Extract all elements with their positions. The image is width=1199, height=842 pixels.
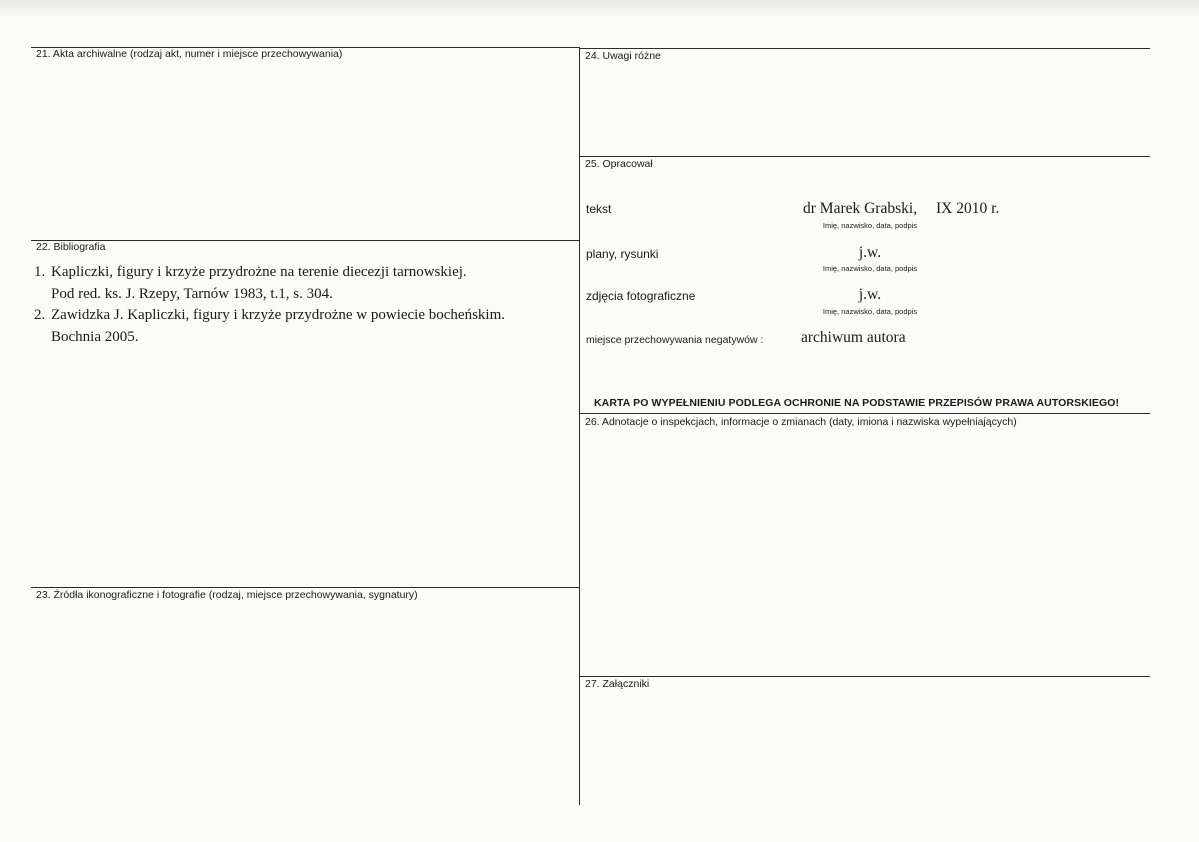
rule-23 (31, 587, 579, 588)
bibliography-line: Bochnia 2005. (51, 328, 139, 345)
row-label-plans: plany, rysunki (586, 247, 659, 261)
plans-value: j.w. (858, 244, 882, 261)
negatives-label: miejsce przechowywania negatywów : (586, 334, 764, 346)
center-divider (579, 47, 580, 805)
bibliography-number: 2. (34, 307, 46, 323)
field-26-label: 26. Adnotacje o inspekcjach, informacje o zmianach (daty, imiona i nazwiska wypełniających) (585, 416, 1017, 428)
field-23-label: 23. Źródła ikonograficzne i fotografie (rodzaj, miejsce przechowywania, sygnatury) (36, 589, 418, 601)
copyright-notice: KARTA PO WYPEŁNIENIU PODLEGA OCHRONIE NA PODSTAWIE PRZEPISÓW PRAWA AUTORSKIEGO! (594, 397, 1120, 409)
row-hint: Imię, nazwisko, data, podpis (822, 307, 918, 316)
row-hint: Imię, nazwisko, data, podpis (822, 264, 918, 273)
author-name: dr Marek Grabski, (803, 200, 918, 217)
field-27-label: 27. Załączniki (585, 678, 650, 690)
field-25-label: 25. Opracował (585, 158, 653, 170)
author-date: IX 2010 r. (936, 200, 1000, 217)
photos-value: j.w. (858, 286, 882, 303)
negatives-value: archiwum autora (801, 329, 906, 346)
field-21-label: 21. Akta archiwalne (rodzaj akt, numer i miejsce przechowywania) (36, 48, 343, 60)
rule-25 (580, 156, 1150, 157)
row-label-photos: zdjęcia fotograficzne (586, 289, 696, 303)
bibliography-line: Zawidzka J. Kapliczki, figury i krzyże przydrożne w powiecie bocheńskim. (51, 307, 505, 323)
bibliography-number: 1. (34, 264, 46, 280)
rule-22 (31, 240, 579, 241)
bibliography-item (34, 305, 505, 348)
top-rule-right (580, 48, 1150, 49)
rule-27 (580, 676, 1150, 677)
scan-edge (0, 0, 1199, 18)
row-hint: Imię, nazwisko, data, podpis (822, 221, 918, 230)
field-24-label: 24. Uwagi różne (585, 50, 661, 62)
bibliography-list (34, 262, 505, 348)
bibliography-item (34, 262, 505, 305)
field-22-label: 22. Bibliografia (36, 241, 106, 253)
row-label-text: tekst (586, 202, 612, 216)
rule-26 (580, 413, 1150, 414)
bibliography-line: Pod red. ks. J. Rzepy, Tarnów 1983, t.1, s. 304. (51, 285, 333, 302)
bibliography-line: Kapliczki, figury i krzyże przydrożne na terenie diecezji tarnowskiej. (51, 264, 467, 280)
